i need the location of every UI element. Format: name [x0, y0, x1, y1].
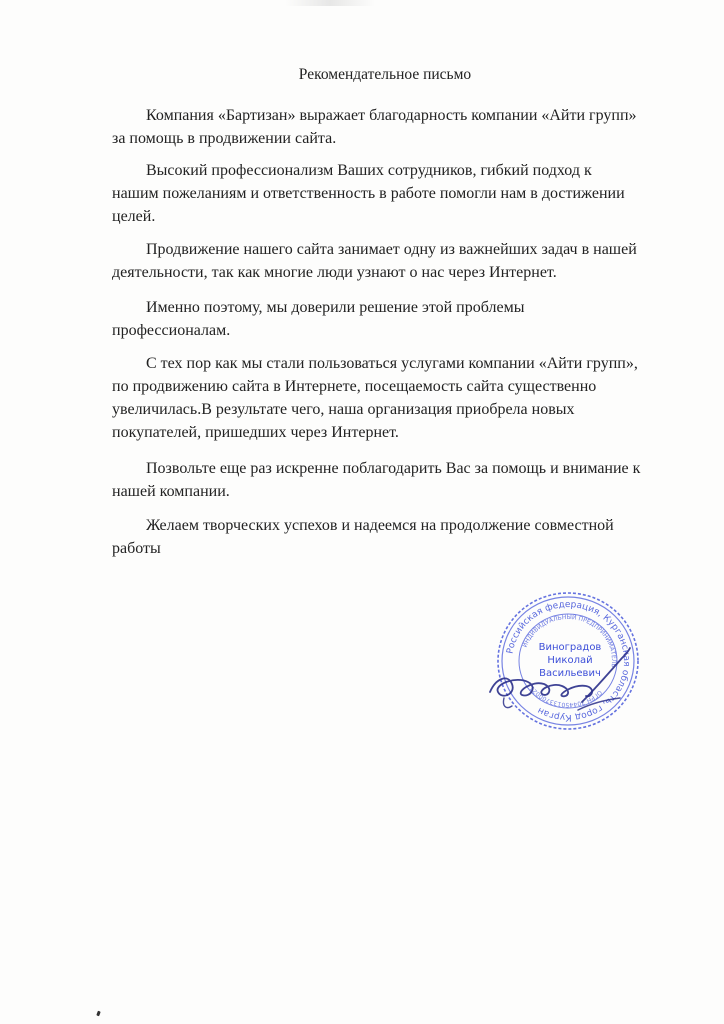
paragraph-6: Позвольте еще раз искренне поблагодарить Вас за помощь и внимание к нашей компании. [112, 460, 641, 500]
paragraph-1: Компания «Бартизан» выражает благодарность компании «Айти групп» за помощь в продвижении сайта. [112, 107, 637, 147]
stamp-name-line-3: Васильевич [539, 668, 601, 679]
stamp-number-text: ОГРН 304450133700021 [528, 684, 604, 709]
scan-smudge [285, 0, 375, 6]
paragraph-2: Высокий профессионализм Ваших сотрудников, гибкий подход к нашим пожеланиям и ответственность в работе помогли нам в достижении целей. [112, 162, 625, 225]
stamp-name-line-2: Николай [547, 655, 593, 666]
letter-title: Рекомендательное письмо [298, 66, 472, 83]
stamp-inner-text: ИНДИВИДУАЛЬНЫЙ ПРЕДПРИНИМАТЕЛЬ [521, 613, 618, 668]
paragraph-3: Продвижение нашего сайта занимает одну из важнейших задач в нашей деятельности, так как многие люди узнают о нас через Интернет. [112, 241, 637, 281]
paragraph-7: Желаем творческих успехов и надеемся на продолжение совместной работы [112, 517, 614, 557]
paragraph-5: С тех пор как мы стали пользоваться услугами компании «Айти групп», по продвижению сайта в Интернете, посещаемость сайта существенно увеличилась.В результате чего, наша организация приобрела новых покупателей, пришедших через Интернет. [112, 355, 638, 441]
paragraph-4: Именно поэтому, мы доверили решение этой проблемы профессионалам. [112, 299, 525, 339]
handwritten-signature [482, 640, 632, 720]
stamp-name-line-1: Виноградов [538, 642, 602, 653]
stamp-ring-text: Российская федерация, Курганская область, город Курган [505, 599, 632, 723]
scan-mark [96, 1011, 101, 1017]
